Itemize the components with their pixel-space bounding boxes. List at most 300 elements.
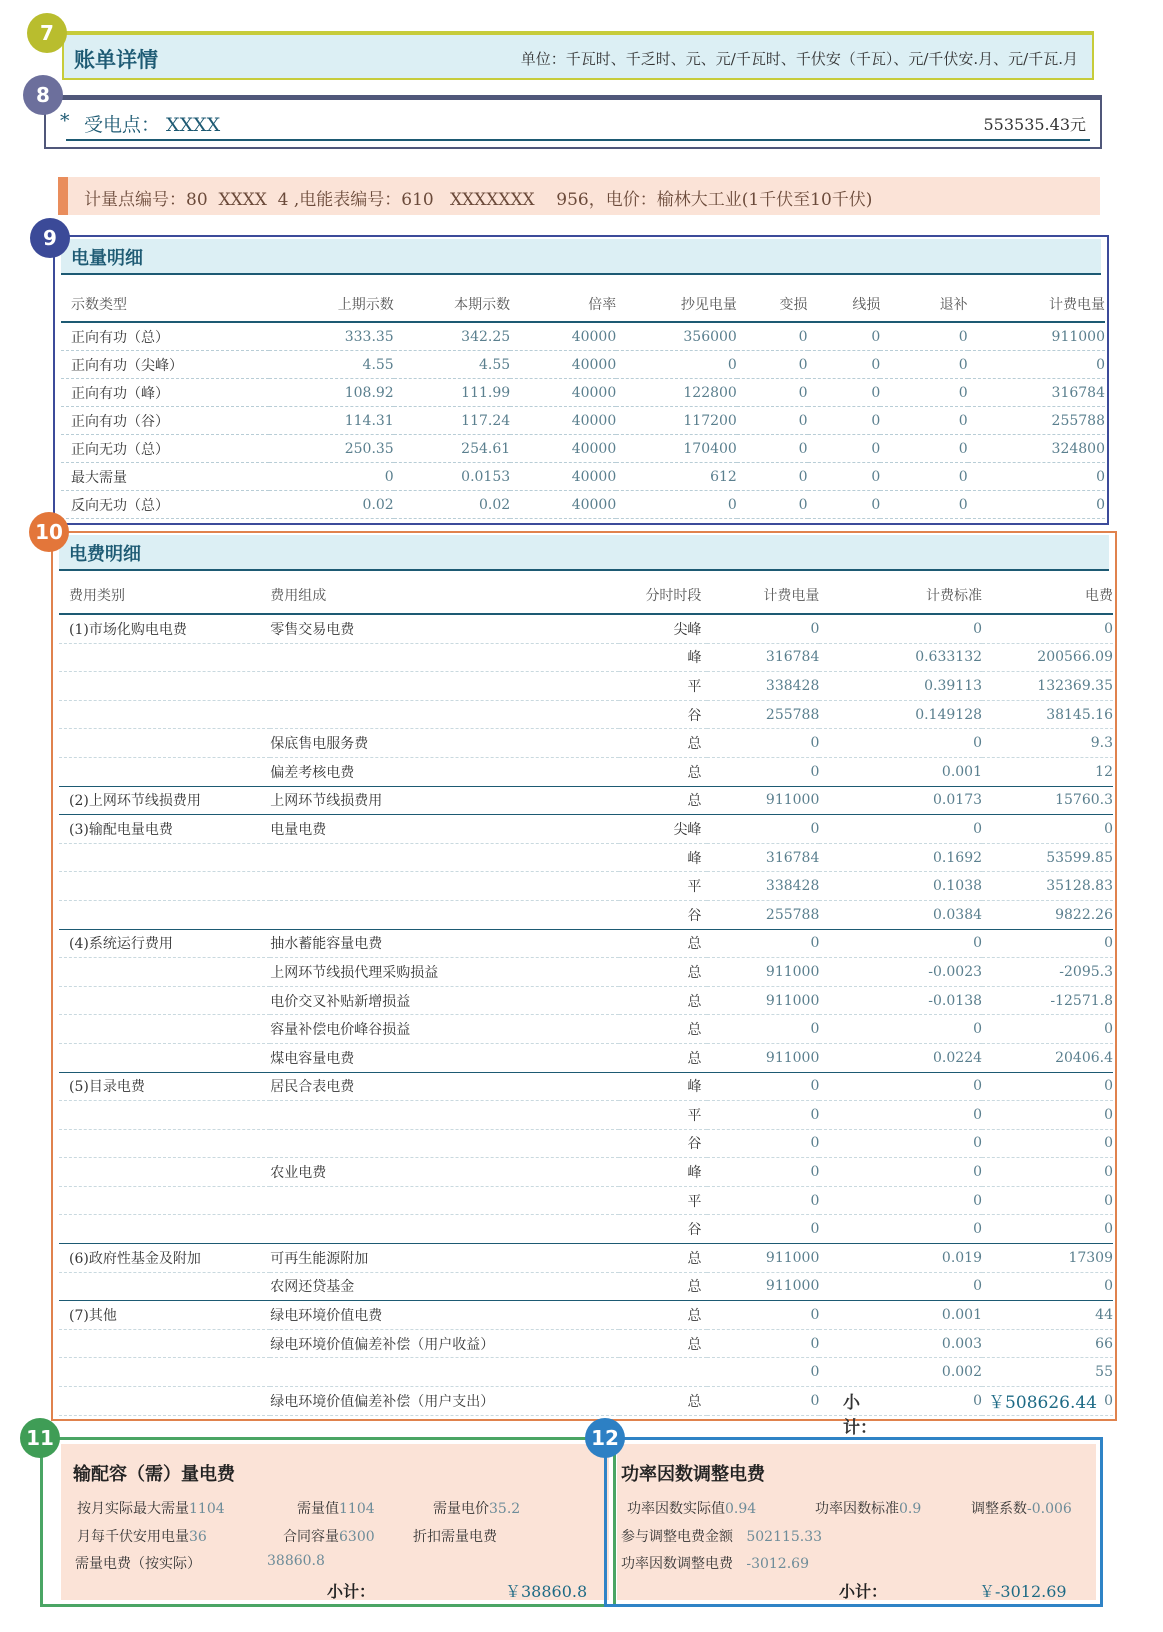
- table-row: [59, 872, 1113, 901]
- time-period: 总: [619, 958, 708, 987]
- billing-rate: 0.149128: [819, 700, 982, 729]
- fee-component: 绿电环境价值偏差补偿（用户支出）: [270, 1387, 619, 1416]
- fee-category: [59, 1015, 270, 1044]
- table-cell: 122800: [616, 379, 737, 407]
- fee-amount: 0: [982, 815, 1113, 844]
- fee-component: [270, 1186, 619, 1215]
- billing-quantity: 0: [707, 1215, 819, 1244]
- table-cell: 0: [880, 407, 967, 435]
- table-row: [59, 700, 1113, 729]
- billing-rate: 0.0224: [819, 1043, 982, 1072]
- billing-rate: 0.0384: [819, 900, 982, 929]
- table-cell: 114.31: [269, 407, 394, 435]
- table-cell: 0: [808, 435, 881, 463]
- table-row: [59, 1244, 1113, 1273]
- column-header: 示数类型: [61, 287, 269, 322]
- fee-component: 煤电容量电费: [270, 1043, 619, 1072]
- time-period: 谷: [619, 700, 708, 729]
- pf-subtotal-label: 小计：: [839, 1582, 888, 1601]
- table-cell: 0: [808, 379, 881, 407]
- fee-category: [59, 1043, 270, 1072]
- table-cell: 0: [968, 351, 1105, 379]
- billing-quantity: 0: [707, 929, 819, 958]
- time-period: 尖峰: [619, 815, 708, 844]
- billing-rate: 0: [819, 1387, 982, 1416]
- billing-rate: 0: [819, 1015, 982, 1044]
- fee-category: (6)政府性基金及附加: [59, 1244, 270, 1273]
- time-period: 总: [619, 986, 708, 1015]
- billing-rate: -0.0023: [819, 958, 982, 987]
- receiving-point-amount: 553535.43元: [983, 115, 1086, 134]
- fee-amount: 20406.4: [982, 1043, 1113, 1072]
- billing-quantity: 911000: [707, 1244, 819, 1273]
- table-row: [61, 379, 1105, 407]
- time-period: 总: [619, 1387, 708, 1416]
- fee-component: 居民合表电费: [270, 1072, 619, 1101]
- time-period: 尖峰: [619, 614, 708, 643]
- table-cell: 0: [880, 322, 967, 351]
- billing-quantity: 911000: [707, 1272, 819, 1301]
- table-cell: 255788: [968, 407, 1105, 435]
- fee-category: [59, 1101, 270, 1130]
- billing-rate: 0.003: [819, 1329, 982, 1358]
- billing-rate: 0.019: [819, 1244, 982, 1273]
- time-period: 峰: [619, 843, 708, 872]
- energy-detail-table: [61, 287, 1105, 519]
- billing-quantity: 0: [707, 1072, 819, 1101]
- row-label: 反向无功（总）: [61, 491, 269, 519]
- billing-quantity: 338428: [707, 672, 819, 701]
- billing-rate: 0.001: [819, 1301, 982, 1330]
- billing-quantity: 255788: [707, 700, 819, 729]
- time-period: 平: [619, 672, 708, 701]
- table-row: [61, 435, 1105, 463]
- table-cell: 40000: [510, 491, 616, 519]
- demand-fee-label: 需量电费（按实际）: [75, 1556, 201, 1572]
- fee-component: 上网环节线损代理采购损益: [270, 958, 619, 987]
- fee-category: [59, 1158, 270, 1187]
- table-cell: 0: [808, 463, 881, 491]
- star-icon: *: [60, 110, 70, 132]
- fee-component: 保底售电服务费: [270, 729, 619, 758]
- fee-amount: 200566.09: [982, 643, 1113, 672]
- pf-subtotal-value: ￥-3012.69: [979, 1582, 1067, 1601]
- table-cell: 0: [616, 351, 737, 379]
- table-cell: 0: [880, 379, 967, 407]
- billing-quantity: 0: [707, 757, 819, 786]
- fee-category: [59, 1215, 270, 1244]
- billing-quantity: 316784: [707, 843, 819, 872]
- billing-rate: 0.39113: [819, 672, 982, 701]
- pf-coefficient: 调整系数-0.006: [971, 1501, 1072, 1517]
- fee-category: (5)目录电费: [59, 1072, 270, 1101]
- billing-quantity: 0: [707, 614, 819, 643]
- fee-amount: 9822.26: [982, 900, 1113, 929]
- divider: [66, 139, 1090, 141]
- table-row: [59, 958, 1113, 987]
- time-period: 峰: [619, 1158, 708, 1187]
- billing-quantity: 0: [707, 1186, 819, 1215]
- table-row: [59, 1129, 1113, 1158]
- fee-amount: 0: [982, 1072, 1113, 1101]
- receiving-point: [44, 95, 1102, 149]
- table-cell: 342.25: [394, 322, 510, 351]
- table-header-row: [61, 287, 1105, 322]
- table-row: [59, 786, 1113, 815]
- column-header: 费用类别: [59, 577, 270, 614]
- table-cell: 117200: [616, 407, 737, 435]
- pf-actual: 功率因数实际值0.94: [627, 1501, 757, 1517]
- fee-category: [59, 1358, 270, 1387]
- table-row: [59, 1272, 1113, 1301]
- time-period: [619, 1358, 708, 1387]
- billing-rate: 0: [819, 1272, 982, 1301]
- pf-standard: 功率因数标准0.9: [815, 1501, 922, 1517]
- time-period: 平: [619, 1186, 708, 1215]
- time-period: 总: [619, 1043, 708, 1072]
- table-cell: 4.55: [269, 351, 394, 379]
- fee-category: [59, 1129, 270, 1158]
- table-cell: 117.24: [394, 407, 510, 435]
- fee-amount: -12571.8: [982, 986, 1113, 1015]
- fee-category: (1)市场化购电电费: [59, 614, 270, 643]
- fee-amount: 53599.85: [982, 843, 1113, 872]
- table-cell: 0: [737, 491, 808, 519]
- table-row: [61, 351, 1105, 379]
- billing-rate: 0.0173: [819, 786, 982, 815]
- contract-capacity: 合同容量6300: [283, 1529, 375, 1545]
- fee-category: (7)其他: [59, 1301, 270, 1330]
- column-header: 退补: [880, 287, 967, 322]
- section-badge-7: 7: [27, 13, 67, 53]
- fee-component: 可再生能源附加: [270, 1244, 619, 1273]
- table-cell: 254.61: [394, 435, 510, 463]
- billing-quantity: 0: [707, 1358, 819, 1387]
- column-header: 电费: [982, 577, 1113, 614]
- table-cell: 40000: [510, 435, 616, 463]
- time-period: 总: [619, 1244, 708, 1273]
- demand-price: 需量电价35.2: [433, 1501, 521, 1517]
- fee-component: [270, 900, 619, 929]
- time-period: 谷: [619, 1129, 708, 1158]
- billing-rate: 0.002: [819, 1358, 982, 1387]
- billing-quantity: 0: [707, 1101, 819, 1130]
- table-row: [59, 1015, 1113, 1044]
- kva-usage: 月每千伏安用电量36: [77, 1529, 207, 1545]
- table-cell: 4.55: [394, 351, 510, 379]
- billing-quantity: 0: [707, 815, 819, 844]
- fee-amount: 0: [982, 1215, 1113, 1244]
- fee-detail-title: 电费明细: [69, 544, 141, 565]
- time-period: 谷: [619, 1215, 708, 1244]
- fee-amount: 0: [982, 1129, 1113, 1158]
- fee-component: 绿电环境价值电费: [270, 1301, 619, 1330]
- billing-rate: 0: [819, 1158, 982, 1187]
- time-period: 总: [619, 786, 708, 815]
- table-cell: 324800: [968, 435, 1105, 463]
- fee-component: [270, 843, 619, 872]
- table-row: [59, 815, 1113, 844]
- fee-component: 抽水蓄能容量电费: [270, 929, 619, 958]
- table-row: [59, 1358, 1113, 1387]
- fee-category: [59, 872, 270, 901]
- section-badge-12: 12: [585, 1418, 625, 1458]
- row-label: 正向有功（峰）: [61, 379, 269, 407]
- table-row: [59, 1043, 1113, 1072]
- billing-rate: 0.1692: [819, 843, 982, 872]
- table-cell: 250.35: [269, 435, 394, 463]
- table-row: [59, 1158, 1113, 1187]
- subtotal-label: 小计：: [843, 1393, 877, 1438]
- table-cell: 0: [737, 463, 808, 491]
- fee-category: [59, 1329, 270, 1358]
- table-cell: 0: [880, 463, 967, 491]
- demand-fee-value: 38860.8: [267, 1553, 325, 1569]
- section-badge-11: 11: [20, 1418, 60, 1458]
- fee-amount: 55: [982, 1358, 1113, 1387]
- power-factor-section: [604, 1437, 1103, 1607]
- fee-component: 上网环节线损费用: [270, 786, 619, 815]
- fee-detail-table: [59, 577, 1113, 1416]
- table-row: [59, 1072, 1113, 1101]
- fee-amount: 66: [982, 1329, 1113, 1358]
- column-header: 费用组成: [270, 577, 619, 614]
- billing-rate: 0: [819, 815, 982, 844]
- billing-quantity: 0: [707, 1387, 819, 1416]
- fee-detail-section: [51, 531, 1117, 1438]
- energy-detail-title: 电量明细: [71, 248, 143, 269]
- fee-category: [59, 672, 270, 701]
- page-title: 账单详情: [74, 47, 158, 72]
- table-cell: 0.02: [394, 491, 510, 519]
- fee-category: [59, 900, 270, 929]
- table-cell: 0: [808, 351, 881, 379]
- billing-quantity: 316784: [707, 643, 819, 672]
- pf-adjustment-fee: 功率因数调整电费 -3012.69: [621, 1556, 809, 1572]
- capacity-subtotal-label: 小计：: [327, 1582, 376, 1601]
- capacity-fee-title: 输配容（需）量电费: [73, 1464, 235, 1485]
- fee-component: 农业电费: [270, 1158, 619, 1187]
- time-period: 总: [619, 929, 708, 958]
- fee-amount: 0: [982, 1186, 1113, 1215]
- billing-quantity: 0: [707, 1158, 819, 1187]
- time-period: 峰: [619, 1072, 708, 1101]
- billing-quantity: 0: [707, 1015, 819, 1044]
- table-cell: 0: [737, 435, 808, 463]
- fee-amount: 0: [982, 1015, 1113, 1044]
- max-demand: 按月实际最大需量1104: [77, 1501, 225, 1517]
- table-cell: 0: [808, 491, 881, 519]
- fee-category: (4)系统运行费用: [59, 929, 270, 958]
- fee-component: 绿电环境价值偏差补偿（用户收益）: [270, 1329, 619, 1358]
- fee-category: [59, 757, 270, 786]
- table-cell: 0: [737, 322, 808, 351]
- energy-detail-section: [53, 235, 1109, 525]
- section-badge-10: 10: [29, 512, 69, 552]
- table-cell: 0: [880, 351, 967, 379]
- billing-quantity: 0: [707, 729, 819, 758]
- table-row: [59, 1301, 1113, 1330]
- fee-amount: 12: [982, 757, 1113, 786]
- pf-participating-amount: 参与调整电费金额 502115.33: [621, 1529, 823, 1545]
- table-cell: 0: [968, 491, 1105, 519]
- fee-amount: 44: [982, 1301, 1113, 1330]
- billing-rate: 0: [819, 1186, 982, 1215]
- table-cell: 170400: [616, 435, 737, 463]
- fee-category: (2)上网环节线损费用: [59, 786, 270, 815]
- fee-component: 零售交易电费: [270, 614, 619, 643]
- table-cell: 0: [269, 463, 394, 491]
- row-label: 正向有功（总）: [61, 322, 269, 351]
- table-row: [59, 643, 1113, 672]
- time-period: 平: [619, 1101, 708, 1130]
- capacity-subtotal-value: ￥38860.8: [505, 1582, 588, 1601]
- fee-amount: -2095.3: [982, 958, 1113, 987]
- power-factor-panel: [617, 1444, 1096, 1600]
- fee-amount: 38145.16: [982, 700, 1113, 729]
- fee-category: [59, 843, 270, 872]
- table-cell: 911000: [968, 322, 1105, 351]
- unit-note: 单位：千瓦时、千乏时、元、元/千瓦时、千伏安（千瓦）、元/千伏安.月、元/千瓦.月: [520, 50, 1078, 68]
- table-cell: 40000: [510, 322, 616, 351]
- table-row: [61, 322, 1105, 351]
- table-cell: 0: [808, 322, 881, 351]
- table-cell: 40000: [510, 379, 616, 407]
- capacity-fee-panel: [61, 1444, 609, 1600]
- time-period: 总: [619, 757, 708, 786]
- discount-demand-fee: 折扣需量电费: [413, 1529, 497, 1545]
- energy-detail-header: [61, 239, 1101, 275]
- fee-subtotal: [843, 1388, 1097, 1438]
- time-period: 总: [619, 1272, 708, 1301]
- fee-amount: 0: [982, 1158, 1113, 1187]
- billing-rate: 0: [819, 1101, 982, 1130]
- fee-component: 电价交叉补贴新增损益: [270, 986, 619, 1015]
- column-header: 计费电量: [707, 577, 819, 614]
- table-cell: 333.35: [269, 322, 394, 351]
- table-cell: 0.02: [269, 491, 394, 519]
- column-header: 抄见电量: [616, 287, 737, 322]
- billing-rate: 0.001: [819, 757, 982, 786]
- time-period: 峰: [619, 643, 708, 672]
- table-row: [59, 986, 1113, 1015]
- power-factor-title: 功率因数调整电费: [621, 1464, 765, 1485]
- column-header: 本期示数: [394, 287, 510, 322]
- billing-quantity: 911000: [707, 786, 819, 815]
- billing-rate: 0: [819, 1072, 982, 1101]
- fee-component: 电量电费: [270, 815, 619, 844]
- time-period: 总: [619, 1301, 708, 1330]
- table-row: [59, 614, 1113, 643]
- billing-quantity: 911000: [707, 958, 819, 987]
- table-row: [61, 491, 1105, 519]
- billing-quantity: 0: [707, 1329, 819, 1358]
- table-cell: 356000: [616, 322, 737, 351]
- table-cell: 0.0153: [394, 463, 510, 491]
- fee-amount: 0: [982, 614, 1113, 643]
- table-cell: 111.99: [394, 379, 510, 407]
- fee-category: [59, 986, 270, 1015]
- fee-amount: 0: [982, 1387, 1113, 1416]
- fee-amount: 0: [982, 1101, 1113, 1130]
- column-header: 计费电量: [968, 287, 1105, 322]
- table-cell: 0: [737, 407, 808, 435]
- fee-amount: 0: [982, 929, 1113, 958]
- table-cell: 0: [880, 435, 967, 463]
- billing-quantity: 911000: [707, 986, 819, 1015]
- table-cell: 316784: [968, 379, 1105, 407]
- billing-quantity: 911000: [707, 1043, 819, 1072]
- fee-amount: 17309: [982, 1244, 1113, 1273]
- billing-rate: 0: [819, 614, 982, 643]
- fee-category: [59, 729, 270, 758]
- fee-component: [270, 643, 619, 672]
- fee-component: [270, 700, 619, 729]
- time-period: 总: [619, 729, 708, 758]
- column-header: 上期示数: [269, 287, 394, 322]
- table-cell: 0: [616, 491, 737, 519]
- fee-amount: 132369.35: [982, 672, 1113, 701]
- table-cell: 0: [737, 379, 808, 407]
- table-row: [59, 1186, 1113, 1215]
- billing-rate: 0: [819, 1129, 982, 1158]
- fee-detail-header: [59, 535, 1109, 571]
- fee-amount: 15760.3: [982, 786, 1113, 815]
- section-badge-9: 9: [30, 218, 70, 258]
- row-label: 正向有功（尖峰）: [61, 351, 269, 379]
- table-cell: 0: [880, 491, 967, 519]
- column-header: 分时时段: [619, 577, 708, 614]
- time-period: 谷: [619, 900, 708, 929]
- fee-category: [59, 643, 270, 672]
- table-cell: 612: [616, 463, 737, 491]
- section-badge-8: 8: [23, 75, 63, 115]
- fee-category: (3)输配电量电费: [59, 815, 270, 844]
- table-cell: 0: [737, 351, 808, 379]
- table-cell: 40000: [510, 463, 616, 491]
- table-header-row: [59, 577, 1113, 614]
- fee-component: [270, 1358, 619, 1387]
- table-row: [59, 1215, 1113, 1244]
- billing-rate: 0: [819, 729, 982, 758]
- fee-category: [59, 958, 270, 987]
- billing-rate: -0.0138: [819, 986, 982, 1015]
- meter-info-bar: [58, 177, 1100, 215]
- table-cell: 0: [968, 463, 1105, 491]
- table-row: [59, 1329, 1113, 1358]
- capacity-fee-section: [40, 1437, 616, 1607]
- fee-amount: 35128.83: [982, 872, 1113, 901]
- billing-quantity: 255788: [707, 900, 819, 929]
- table-cell: 108.92: [269, 379, 394, 407]
- billing-quantity: 0: [707, 1301, 819, 1330]
- table-row: [59, 900, 1113, 929]
- fee-component: [270, 672, 619, 701]
- fee-component: [270, 1215, 619, 1244]
- time-period: 平: [619, 872, 708, 901]
- billing-rate: 0.633132: [819, 643, 982, 672]
- fee-component: 偏差考核电费: [270, 757, 619, 786]
- table-row: [59, 757, 1113, 786]
- fee-component: [270, 1101, 619, 1130]
- table-cell: 0: [808, 407, 881, 435]
- fee-amount: 0: [982, 1272, 1113, 1301]
- time-period: 总: [619, 1015, 708, 1044]
- table-row: [59, 672, 1113, 701]
- fee-component: 农网还贷基金: [270, 1272, 619, 1301]
- subtotal-value: ￥508626.44: [988, 1393, 1097, 1413]
- bill-details-header: [62, 31, 1094, 80]
